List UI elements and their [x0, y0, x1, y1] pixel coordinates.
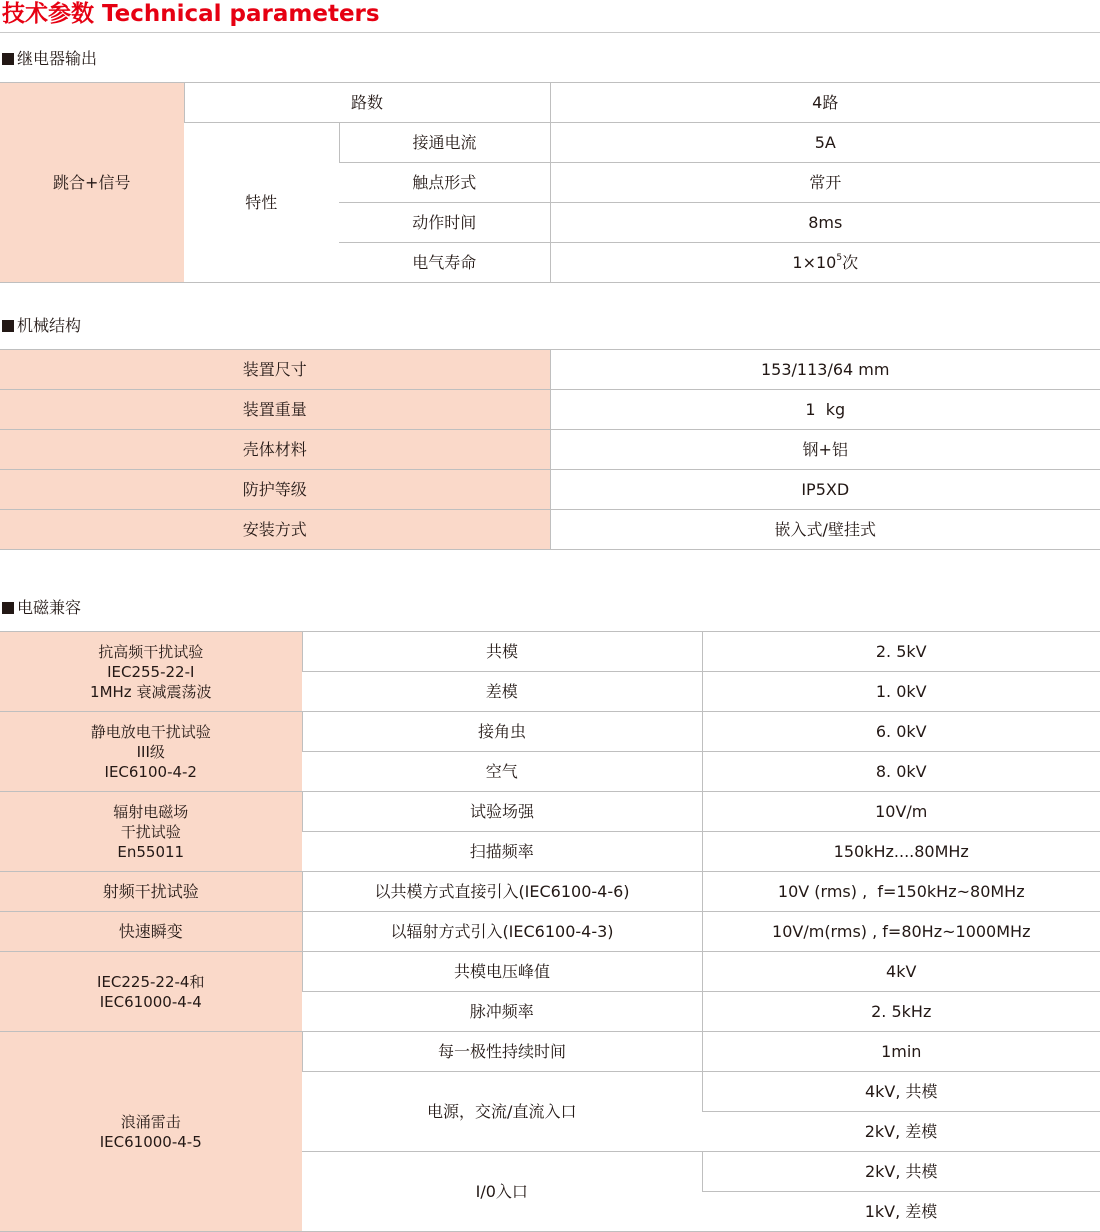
- table-row: [0, 470, 1100, 510]
- emc-row-label: I/0入口: [302, 1152, 702, 1232]
- table-row: [0, 430, 1100, 470]
- mech-row-value: 钢+铝: [550, 430, 1100, 470]
- table-row: [0, 510, 1100, 550]
- emc-row-value: 1min: [702, 1032, 1100, 1072]
- emc-row-value: 4kV: [702, 952, 1100, 992]
- section-heading-emc: [2, 597, 81, 619]
- emc-row-value: 4kV, 共模: [702, 1072, 1100, 1112]
- table-row: [0, 872, 1100, 912]
- relay-row-value: [550, 243, 1100, 283]
- relay-row-value: 8ms: [550, 203, 1100, 243]
- emc-group-line: 1MHz 衰减震荡波: [90, 682, 212, 701]
- emc-group-line: 浪涌雷击: [120, 1112, 181, 1131]
- mech-row-label: 壳体材料: [0, 430, 550, 470]
- emc-row-value: 8. 0kV: [702, 752, 1100, 792]
- emc-group-line: IEC225-22-4和: [97, 972, 205, 991]
- page-title: 技术参数 Technical parameters: [2, 1, 380, 27]
- mech-row-value: IP5XD: [550, 470, 1100, 510]
- table-row: [0, 83, 1100, 123]
- emc-row-label: 电源，交流/直流入口: [302, 1072, 702, 1152]
- relay-characteristics-label: 特性: [184, 123, 339, 283]
- emc-row-value: 2kV, 共模: [702, 1152, 1100, 1192]
- emc-row-label: 扫描频率: [302, 832, 702, 872]
- emc-group-surge: [0, 1032, 302, 1232]
- section-heading-relay: [2, 48, 97, 70]
- table-row: [0, 712, 1100, 752]
- relay-row-label: 电气寿命: [339, 243, 550, 283]
- emc-group-line: IEC6100-4-2: [104, 762, 197, 781]
- mech-row-label: 装置重量: [0, 390, 550, 430]
- emc-row-label: 试验场强: [302, 792, 702, 832]
- emc-group-rf: 射频干扰试验: [0, 872, 302, 912]
- emc-group-line: 静电放电干扰试验: [90, 722, 211, 741]
- emc-group-line: IEC61000-4-4: [99, 992, 202, 1011]
- emc-row-value: 150kHz....80MHz: [702, 832, 1100, 872]
- emc-row-label: 脉冲频率: [302, 992, 702, 1032]
- emc-group-radiated: [0, 792, 302, 872]
- relay-row-value: 5A: [550, 123, 1100, 163]
- emc-row-label: 共模电压峰值: [302, 952, 702, 992]
- emc-group-line: En55011: [117, 842, 185, 861]
- emc-row-label: 共模: [302, 632, 702, 672]
- relay-row-label: 触点形式: [339, 163, 550, 203]
- mech-row-label: 安装方式: [0, 510, 550, 550]
- emc-row-value: 1kV, 差模: [702, 1192, 1100, 1232]
- table-row: [0, 792, 1100, 832]
- table-row: [0, 390, 1100, 430]
- title-divider: [0, 32, 1100, 33]
- emc-row-value: 6. 0kV: [702, 712, 1100, 752]
- emc-group-iec225: [0, 952, 302, 1032]
- emc-row-value: 10V/m: [702, 792, 1100, 832]
- table-row: [0, 912, 1100, 952]
- emc-group-line: III级: [136, 742, 165, 761]
- relay-count-value: 4路: [550, 83, 1100, 123]
- relay-count-label: 路数: [184, 83, 550, 123]
- square-bullet-icon: [2, 53, 14, 65]
- table-row: [0, 1032, 1100, 1072]
- relay-group-cell: 跳合+信号: [0, 83, 184, 283]
- emc-row-value: 2kV, 差模: [702, 1112, 1100, 1152]
- emc-row-label: 每一极性持续时间: [302, 1032, 702, 1072]
- mech-row-value: 嵌入式/壁挂式: [550, 510, 1100, 550]
- relay-row-value: 常开: [550, 163, 1100, 203]
- emc-row-label: 差模: [302, 672, 702, 712]
- emc-row-value: 10V (rms) , f=150kHz~80MHz: [702, 872, 1100, 912]
- mech-row-label: 防护等级: [0, 470, 550, 510]
- life-suffix: 次: [842, 252, 859, 272]
- life-base: 1×10: [792, 252, 837, 272]
- emc-group-line: IEC61000-4-5: [99, 1132, 202, 1151]
- section-heading-mech: [2, 315, 81, 337]
- emc-row-value: 2. 5kHz: [702, 992, 1100, 1032]
- relay-row-label: 接通电流: [339, 123, 550, 163]
- relay-output-table: [0, 82, 1100, 283]
- emc-row-value: 10V/m(rms) , f=80Hz~1000MHz: [702, 912, 1100, 952]
- emc-row-label: 以辐射方式引入(IEC6100-4-3): [302, 912, 702, 952]
- emc-row-label: 空气: [302, 752, 702, 792]
- relay-row-label: 动作时间: [339, 203, 550, 243]
- emc-table: [0, 631, 1100, 1232]
- emc-group-fast-transient: 快速瞬变: [0, 912, 302, 952]
- square-bullet-icon: [2, 602, 14, 614]
- section-heading-relay-text: 继电器输出: [17, 49, 98, 68]
- mechanical-table: [0, 349, 1100, 550]
- section-heading-mech-text: 机械结构: [17, 316, 82, 335]
- mech-row-label: 装置尺寸: [0, 350, 550, 390]
- emc-group-line: 辐射电磁场: [113, 802, 189, 821]
- emc-group-esd: [0, 712, 302, 792]
- emc-row-label: 以共模方式直接引入(IEC6100-4-6): [302, 872, 702, 912]
- table-row: [0, 350, 1100, 390]
- table-row: [0, 952, 1100, 992]
- emc-row-value: 1. 0kV: [702, 672, 1100, 712]
- mech-row-value: 1 kg: [550, 390, 1100, 430]
- emc-group-line: 干扰试验: [120, 822, 181, 841]
- emc-row-label: 接角虫: [302, 712, 702, 752]
- emc-row-value: 2. 5kV: [702, 632, 1100, 672]
- emc-group-line: 抗高频干扰试验: [98, 642, 204, 661]
- emc-group-line: IEC255-22-I: [107, 662, 195, 681]
- life-exponent: 5: [836, 252, 843, 263]
- mech-row-value: 153/113/64 mm: [550, 350, 1100, 390]
- emc-group-hf: [0, 632, 302, 712]
- square-bullet-icon: [2, 320, 14, 332]
- table-row: [0, 632, 1100, 672]
- section-heading-emc-text: 电磁兼容: [17, 598, 82, 617]
